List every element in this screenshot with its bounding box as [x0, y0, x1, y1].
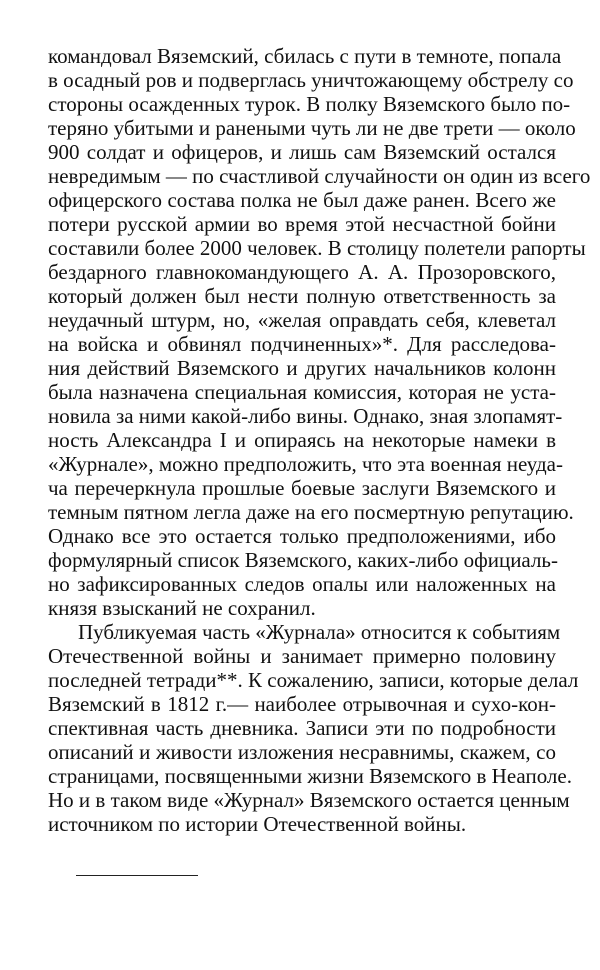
text-line: описаний и живости изложения несравнимы, скажем, со	[48, 740, 556, 764]
text-line: формулярный список Вяземского, каких-либо официаль-	[48, 548, 558, 572]
text-line: ча перечеркнула прошлые боевые заслуги Вяземского и	[48, 476, 556, 500]
text-line: теряно убитыми и ранеными чуть ли не две трети — около	[48, 116, 576, 140]
text-line: бездарного главнокомандующего А. А. Прозоровского,	[48, 260, 556, 284]
text-line: спективная часть дневника. Записи эти по подробности	[48, 716, 556, 740]
text-line: последней тетради**. К сожалению, записи, которые делал	[48, 668, 579, 692]
text-line: который должен был нести полную ответственность за	[48, 284, 556, 308]
text-line: командовал Вяземский, сбилась с пути в темноте, попала	[48, 44, 562, 68]
text-line: но зафиксированных следов опалы или наложенных на	[48, 572, 556, 596]
text-line: Однако все это остается только предположениями, ибо	[48, 524, 556, 548]
text-line: неудачный штурм, но, «желая оправдать себя, клеветал	[48, 308, 556, 332]
text-line: темным пятном легла даже на его посмертную репутацию.	[48, 500, 574, 524]
text-line: офицерского состава полка не был даже ранен. Всего же	[48, 188, 556, 212]
text-line: стороны осажденных турок. В полку Вяземского было по-	[48, 92, 571, 116]
text-line: Отечественной войны и занимает примерно половину	[48, 644, 556, 668]
text-line: Вяземский в 1812 г.— наиболее отрывочная и сухо-кон-	[48, 692, 556, 716]
text-line: в осадный ров и подверглась уничтожающему обстрелу со	[48, 68, 574, 92]
text-line: ность Александра I и опираясь на некоторые намеки в	[48, 428, 556, 452]
text-line: «Журнале», можно предположить, что эта военная неуда-	[48, 452, 563, 476]
text-line: невредимым — по счастливой случайности он один из всего	[48, 164, 591, 188]
text-line: Но и в таком виде «Журнал» Вяземского остается ценным	[48, 788, 570, 812]
text-line: страницами, посвященными жизни Вяземского в Неаполе.	[48, 764, 572, 788]
text-line: ния действий Вяземского и других начальников колонн	[48, 356, 556, 380]
text-line: потери русской армии во время этой несчастной бойни	[48, 212, 556, 236]
text-line: составили более 2000 человек. В столицу полетели рапорты	[48, 236, 586, 260]
text-line: новила за ними какой-либо вины. Однако, зная злопамят-	[48, 404, 563, 428]
text-line: на войска и обвинял подчиненных»*. Для расследова-	[48, 332, 556, 356]
text-line: князя взысканий не сохранил.	[48, 596, 316, 620]
text-line: 900 солдат и офицеров, и лишь сам Вяземский остался	[48, 140, 556, 164]
text-line: источником по истории Отечественной войны.	[48, 812, 467, 836]
text-line: Публикуемая часть «Журнала» относится к событиям	[78, 620, 561, 644]
text-line: была назначена специальная комиссия, которая не уста-	[48, 380, 556, 404]
footnote-rule	[76, 875, 198, 876]
